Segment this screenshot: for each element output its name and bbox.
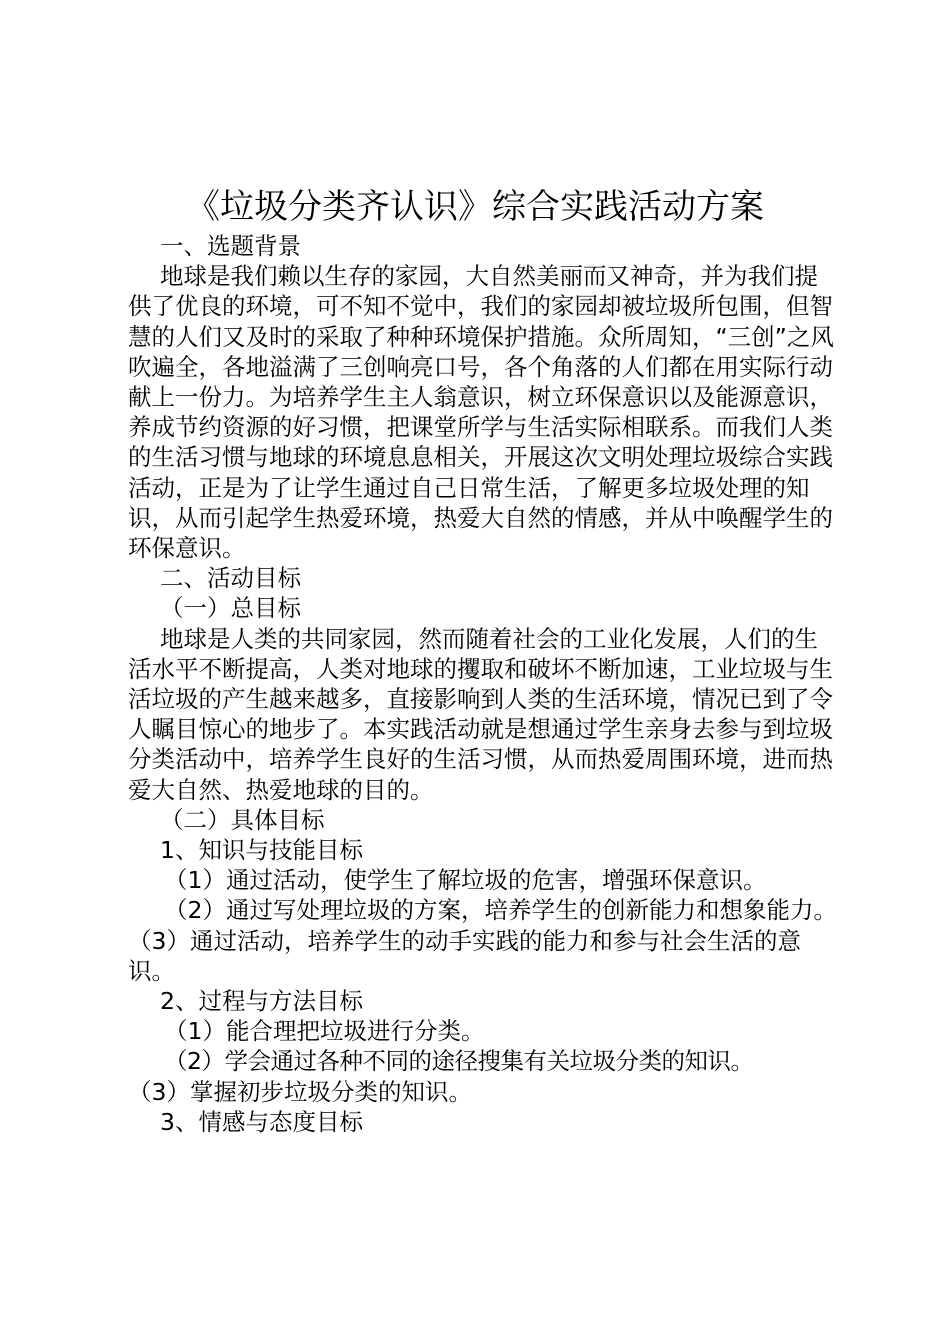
goal-item: （2）通过写处理垃圾的方案，培养学生的创新能力和想象能力。（3）通过活动，培养学生的动手实践的能力和参与社会生活的意识。 — [128, 896, 837, 985]
goal-item: （1）能合理把垃圾进行分类。 — [164, 1017, 485, 1046]
goal-heading-emotion-attitude: 3、情感与态度目标 — [160, 1107, 363, 1136]
overall-goal-paragraph: 地球是人类的共同家园，然而随着社会的工业化发展，人们的生活水平不断提高，人类对地球的攫取和破坏不断加速，工业垃圾与生活垃圾的产生越来越多，直接影响到人类的生活环境，情况已到了令人瞩目惊心的地步了。本实践活动就是想通过学生亲身去参与到垃圾分类活动中，培养学生良好的生活习惯，从而热爱周围环境，进而热爱大自然、热爱地球的目的。 — [128, 624, 833, 804]
goal-item: （1）通过活动，使学生了解垃圾的危害，增强环保意识。 — [164, 866, 767, 895]
document-body — [128, 231, 840, 1137]
goal-heading-knowledge-skills: 1、知识与技能目标 — [160, 836, 363, 865]
background-paragraph: 地球是我们赖以生存的家园，大自然美丽而又神奇，并为我们提供了优良的环境，可不知不觉中，我们的家园却被垃圾所包围，但智慧的人们又及时的采取了种种环境保护措施。众所周知，“三创”之风吹遍全，各地溢满了三创响亮口号，各个角落的人们都在用实际行动献上一份力。为培养学生主人翁意识，树立环保意识以及能源意识，养成节约资源的好习惯，把课堂所学与生活实际相联系。而我们人类的生活习惯与地球的环境息息相关，开展这次文明处理垃圾综合实践活动，正是为了让学生通过自己日常生活，了解更多垃圾处理的知识，从而引起学生热爱环境，热爱大自然的情感，并从中唤醒学生的环保意识。 — [128, 262, 834, 563]
goal-item: （3）掌握初步垃圾分类的知识。 — [128, 1077, 472, 1106]
subsection-heading-overall-goal: （一）总目标 — [160, 594, 301, 623]
document-title: 《垃圾分类齐认识》综合实践活动方案 — [186, 187, 764, 227]
section-heading-goals: 二、活动目标 — [160, 564, 301, 593]
subsection-heading-specific-goals: （二）具体目标 — [160, 805, 325, 834]
section-heading-background: 一、选题背景 — [160, 232, 301, 260]
goal-heading-process-method: 2、过程与方法目标 — [160, 987, 363, 1016]
goal-item: （2）学会通过各种不同的途径搜集有关垃圾分类的知识。 — [164, 1047, 754, 1076]
